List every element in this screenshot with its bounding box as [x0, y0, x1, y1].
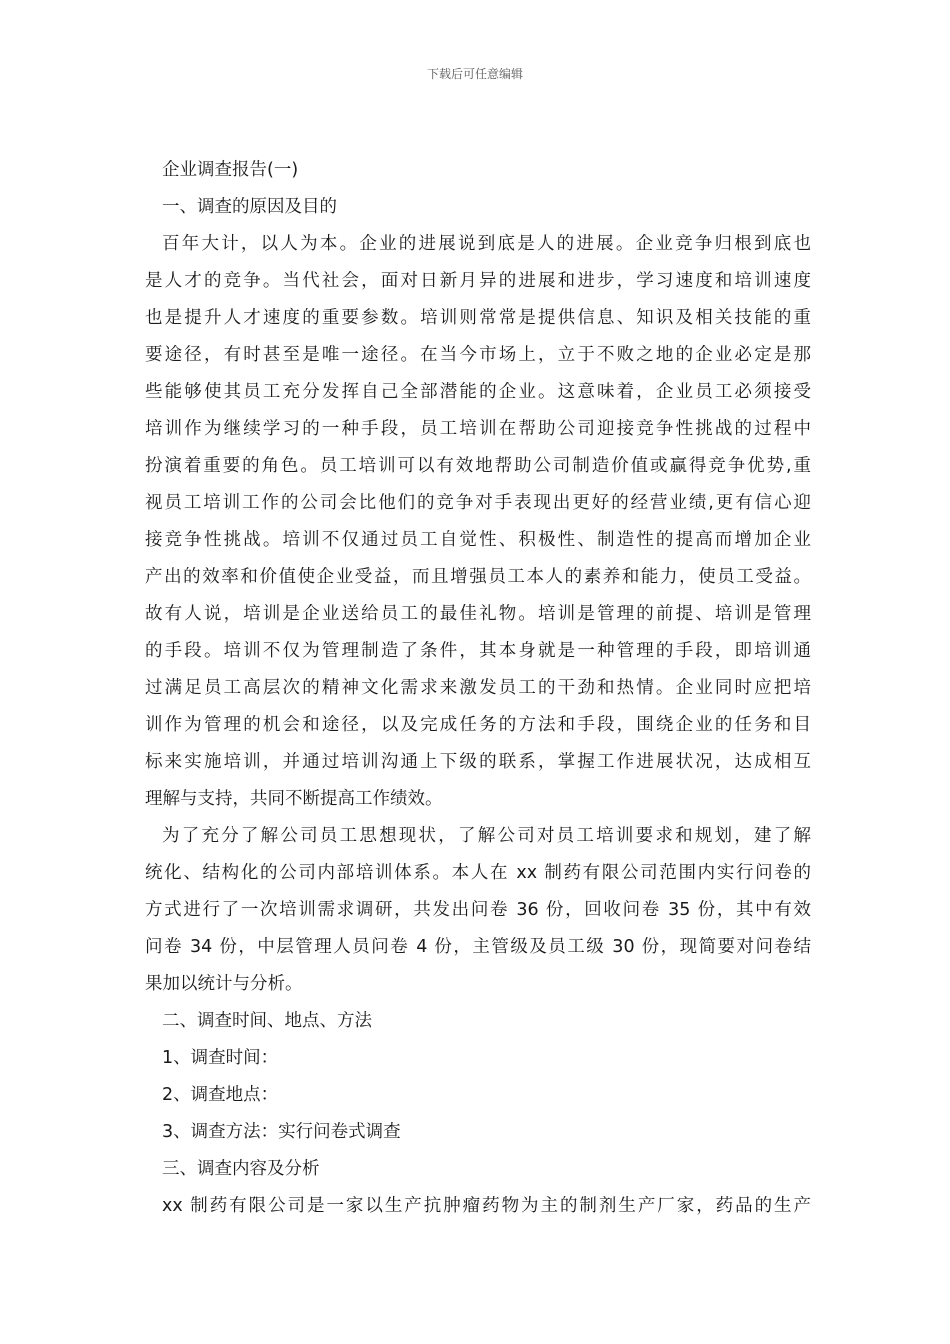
text-line: 的手段。培训不仅为管理制造了条件，其本身就是一种管理的手段，即培训通: [145, 641, 811, 661]
text-line: 产出的效率和价值使企业受益，而且增强员工本人的素养和能力，使员工受益。: [145, 567, 811, 587]
text-line: 接竞争性挑战。培训不仅通过员工自觉性、积极性、制造性的提高而增加企业: [145, 530, 811, 550]
text-line: 理解与支持，共同不断提高工作绩效。: [145, 789, 443, 809]
text-line: 扮演着重要的角色。员工培训可以有效地帮助公司制造价值或赢得竞争优势,重: [145, 456, 811, 476]
text-line: 果加以统计与分析。: [145, 974, 303, 994]
text-line: 训作为管理的机会和途径，以及完成任务的方法和手段，围绕企业的任务和目: [145, 715, 811, 735]
text-line: 培训作为继续学习的一种手段，员工培训在帮助公司迎接竞争性挑战的过程中: [145, 419, 811, 439]
text-line: 故有人说，培训是企业送给员工的最佳礼物。培训是管理的前提、培训是管理: [145, 604, 811, 624]
text-line: 3、调查方法：实行问卷式调查: [162, 1122, 401, 1142]
text-line: xx 制药有限公司是一家以生产抗肿瘤药物为主的制剂生产厂家，药品的生产: [162, 1196, 811, 1216]
page-header: 下载后可任意编辑: [426, 67, 523, 81]
text-line: 些能够使其员工充分发挥自己全部潜能的企业。这意味着，企业员工必须接受: [145, 382, 811, 402]
text-line: 视员工培训工作的公司会比他们的竞争对手表现出更好的经营业绩,更有信心迎: [145, 493, 811, 513]
document-body: [145, 152, 811, 1225]
text-line: 二、调查时间、地点、方法: [162, 1011, 372, 1031]
text-line: 是人才的竞争。当代社会，面对日新月异的进展和进步，学习速度和培训速度: [145, 271, 811, 291]
text-line: 方式进行了一次培训需求调研，共发出问卷 36 份，回收问卷 35 份，其中有效: [145, 900, 811, 920]
text-line: 一、调查的原因及目的: [162, 197, 337, 217]
text-line: 也是提升人才速度的重要参数。培训则常常是提供信息、知识及相关技能的重: [145, 308, 811, 328]
text-line: 统化、结构化的公司内部培训体系。本人在 xx 制药有限公司范围内实行问卷的: [145, 863, 811, 883]
text-line: 企业调查报告(一): [162, 160, 299, 180]
text-line: 为了充分了解公司员工思想现状，了解公司对员工培训要求和规划，建了解: [162, 826, 811, 846]
text-line: 要途径，有时甚至是唯一途径。在当今市场上，立于不败之地的企业必定是那: [145, 345, 811, 365]
text-line: 1、调查时间：: [162, 1048, 279, 1068]
text-line: 百年大计，以人为本。企业的进展说到底是人的进展。企业竞争归根到底也: [162, 234, 811, 254]
text-line: 过满足员工高层次的精神文化需求来激发员工的干劲和热情。企业同时应把培: [145, 678, 811, 698]
text-line: 三、调查内容及分析: [162, 1159, 320, 1179]
text-line: 标来实施培训，并通过培训沟通上下级的联系，掌握工作进展状况，达成相互: [145, 752, 811, 772]
text-line: 2、调查地点：: [162, 1085, 279, 1105]
text-line: 问卷 34 份，中层管理人员问卷 4 份，主管级及员工级 30 份，现简要对问卷结: [145, 937, 811, 957]
